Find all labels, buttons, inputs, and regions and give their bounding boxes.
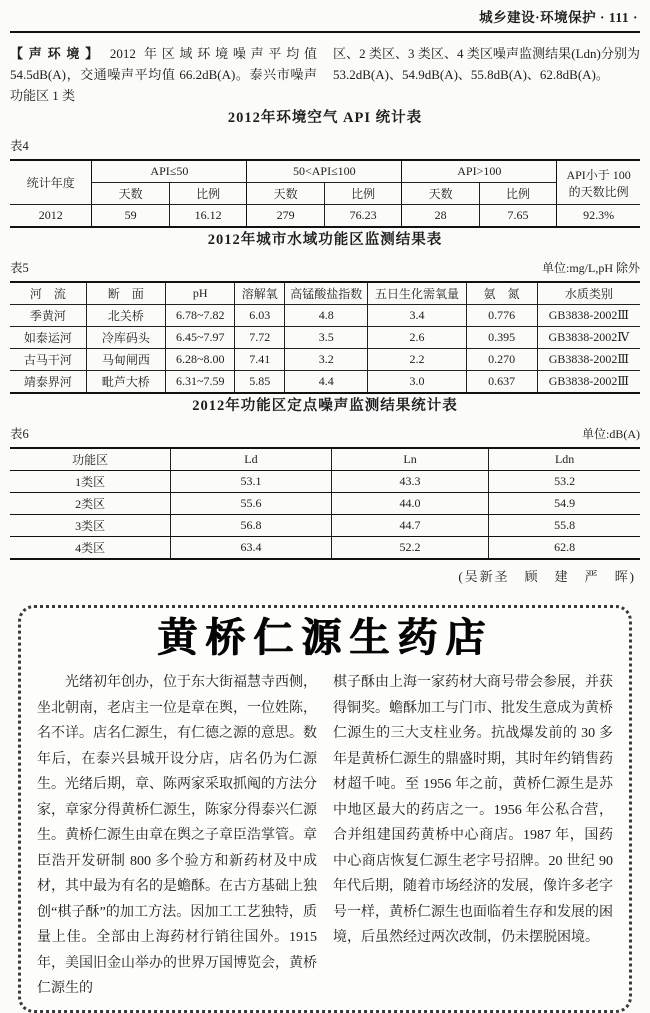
t5-cell: 4.8 [285, 305, 368, 327]
t6-cell: 54.9 [489, 493, 640, 515]
t6-cell: 43.3 [331, 471, 489, 493]
t6-cell: 2类区 [10, 493, 171, 515]
t5-cell: 4.4 [285, 371, 368, 394]
t5-header: pH [166, 282, 235, 305]
running-header: 城乡建设·环境保护 · 111 · [479, 10, 638, 25]
advertisement-title: 黄桥仁源生药店 [157, 614, 493, 661]
table-row [10, 327, 640, 349]
water-quality-table [10, 281, 640, 394]
intro-column-left [10, 43, 317, 106]
table5-title: 2012年城市水域功能区监测结果表 [207, 232, 443, 248]
table-row [10, 205, 640, 228]
t6-cell: 52.2 [331, 537, 489, 560]
t5-cell: 3.5 [285, 327, 368, 349]
table4-label: 表4 [10, 139, 29, 153]
t5-cell: 2.6 [368, 327, 466, 349]
t5-cell: 0.270 [466, 349, 537, 371]
t5-cell: 2.2 [368, 349, 466, 371]
t5-cell: 6.28~8.00 [166, 349, 235, 371]
t5-header: 五日生化需氧量 [368, 282, 466, 305]
table4-title: 2012年环境空气 API 统计表 [227, 110, 423, 126]
table6-unit: 单位:dB(A) [582, 427, 640, 441]
table-row [10, 371, 640, 394]
t5-cell: 冷库码头 [86, 327, 165, 349]
t5-cell: 0.776 [466, 305, 537, 327]
t4-cell: 7.65 [479, 205, 556, 228]
t5-header: 水质类别 [537, 282, 640, 305]
document-page [10, 0, 640, 1013]
t6-cell: 53.2 [489, 471, 640, 493]
t6-cell: 4类区 [10, 537, 171, 560]
t5-cell: 6.78~7.82 [166, 305, 235, 327]
t5-cell: 3.0 [368, 371, 466, 394]
t4-cell: 28 [402, 205, 479, 228]
table4-label-row [10, 136, 640, 154]
t4-subheader-days: 天数 [92, 183, 169, 205]
t5-cell: 马甸闸西 [86, 349, 165, 371]
t5-cell: 3.2 [285, 349, 368, 371]
t5-header: 溶解氧 [235, 282, 285, 305]
t6-cell: 44.7 [331, 515, 489, 537]
table5-unit: 单位:mg/L,pH 除外 [542, 261, 640, 275]
t5-cell: 0.637 [466, 371, 537, 394]
t4-cell: 92.3% [557, 205, 640, 228]
section-label: 【声环境】 [10, 46, 104, 61]
intro-text-left: 2012 年区域环境噪声平均值 54.5dB(A)，交通噪声平均值 66.2dB(A)。泰兴市噪声功能区 1 类 [10, 46, 317, 103]
t5-cell: 6.45~7.97 [166, 327, 235, 349]
t5-cell: 7.72 [235, 327, 285, 349]
t5-cell: GB3838-2002Ⅲ [537, 349, 640, 371]
t5-cell: 6.31~7.59 [166, 371, 235, 394]
t5-cell: 北关桥 [86, 305, 165, 327]
t5-cell: 古马干河 [10, 349, 86, 371]
air-api-table [10, 159, 640, 228]
t4-group-api-gt-100: API>100 [402, 160, 557, 183]
t6-cell: 53.1 [171, 471, 332, 493]
t5-header: 断 面 [86, 282, 165, 305]
t4-cell: 279 [247, 205, 324, 228]
t4-subheader-ratio: 比例 [324, 183, 401, 205]
t5-cell: 5.85 [235, 371, 285, 394]
t5-header: 氨 氮 [466, 282, 537, 305]
t5-cell: 6.03 [235, 305, 285, 327]
t5-cell: 毗芦大桥 [86, 371, 165, 394]
t5-cell: 靖泰界河 [10, 371, 86, 394]
intro-column-right [333, 43, 640, 106]
t5-cell: GB3838-2002Ⅲ [537, 371, 640, 394]
t6-cell: 3类区 [10, 515, 171, 537]
pharmacy-advertisement-box [18, 605, 632, 1013]
table-row [10, 515, 640, 537]
t5-cell: GB3838-2002Ⅲ [537, 305, 640, 327]
table-row [10, 537, 640, 560]
t4-subheader-days: 天数 [402, 183, 479, 205]
table-row [10, 282, 640, 305]
noise-monitoring-table [10, 447, 640, 560]
t5-cell: 7.41 [235, 349, 285, 371]
t4-cell: 59 [92, 205, 169, 228]
table-row [10, 305, 640, 327]
t6-cell: 63.4 [171, 537, 332, 560]
t4-group-api-le-50: API≤50 [92, 160, 247, 183]
t6-cell: 62.8 [489, 537, 640, 560]
t6-header: Ld [171, 448, 332, 471]
table-row [10, 160, 640, 183]
table-row [10, 448, 640, 471]
t6-header: Ldn [489, 448, 640, 471]
t4-cell: 76.23 [324, 205, 401, 228]
t5-cell: GB3838-2002Ⅳ [537, 327, 640, 349]
t6-cell: 55.8 [489, 515, 640, 537]
table6-label-row [10, 424, 640, 442]
advertisement-body [37, 670, 613, 1002]
table-row [10, 493, 640, 515]
t6-cell: 55.6 [171, 493, 332, 515]
t4-cell: 16.12 [169, 205, 246, 228]
table6-label: 表6 [10, 427, 29, 441]
authors-credit: (吴新圣 顾 建 严 晖) [458, 569, 636, 584]
t5-cell: 如泰运河 [10, 327, 86, 349]
t5-cell: 季黄河 [10, 305, 86, 327]
t4-subheader-days: 天数 [247, 183, 324, 205]
t4-subheader-ratio: 比例 [169, 183, 246, 205]
t6-cell: 44.0 [331, 493, 489, 515]
t5-cell: 3.4 [368, 305, 466, 327]
t4-year-header: 统计年度 [10, 160, 92, 205]
t5-header: 高锰酸盐指数 [285, 282, 368, 305]
t4-group-api-50-100: 50<API≤100 [247, 160, 402, 183]
t4-cell-year: 2012 [10, 205, 92, 228]
table5-label-row [10, 258, 640, 276]
table-row [10, 183, 640, 205]
intro-text-right: 区、2 类区、3 类区、4 类区噪声监测结果(Ldn)分别为 53.2dB(A)、54.9dB(A)、55.8dB(A)、62.8dB(A)。 [333, 46, 640, 82]
table5-label: 表5 [10, 261, 29, 275]
t5-header: 河 流 [10, 282, 86, 305]
ad-column-left: 光绪初年创办，位于东大街福慧寺西侧，坐北朝南，老店主一位是章在舆，一位姓陈，名不详。店名仁源生，有仁德之源的意思。数年后，在泰兴县城开设分店，店名仍为仁源生。光绪后期，章、陈两家采取抓阄的方法分家，章家分得黄桥仁源生，陈家分得泰兴仁源生。黄桥仁源生由章在舆之子章臣浩掌管。章臣浩开发研制 800 多个验方和新药材及中成材，其中最为有名的是蟾酥。在古方基础上独创“棋子酥”的加工方法。因加工工艺独特，质量上佳。全部由上海药材行销往国外。1915 年，美国旧金山举办的世界万国博览会，黄桥仁源生的 [37, 675, 317, 996]
t4-last-header: API小于 100 的天数比例 [557, 160, 640, 205]
t4-subheader-ratio: 比例 [479, 183, 556, 205]
table-row [10, 471, 640, 493]
t6-cell: 1类区 [10, 471, 171, 493]
table6-title: 2012年功能区定点噪声监测结果统计表 [192, 398, 458, 414]
table-row [10, 349, 640, 371]
ad-column-right: 棋子酥由上海一家药材大商号带会参展，并获得铜奖。蟾酥加工与门市、批发生意成为黄桥仁源生的三大支柱业务。抗战爆发前的 30 多年是黄桥仁源生的鼎盛时期，其时年约销售药材超千吨。至 1956 年之前，黄桥仁源生是苏中地区最大的药店之一。1956 年公私合营，合并组建国药黄桥中心商店。1987 年，国药中心商店恢复仁源生老字号招牌。20 世纪 90 年代后期，随着市场经济的发展，像许多老字号一样，黄桥仁源生也面临着生存和发展的困境，后虽然经过两次改制，仍未摆脱困境。 [333, 675, 613, 945]
t6-cell: 56.8 [171, 515, 332, 537]
t6-header: 功能区 [10, 448, 171, 471]
t6-header: Ln [331, 448, 489, 471]
sound-environment-paragraph [10, 43, 640, 106]
header-rule [10, 31, 640, 33]
t5-cell: 0.395 [466, 327, 537, 349]
